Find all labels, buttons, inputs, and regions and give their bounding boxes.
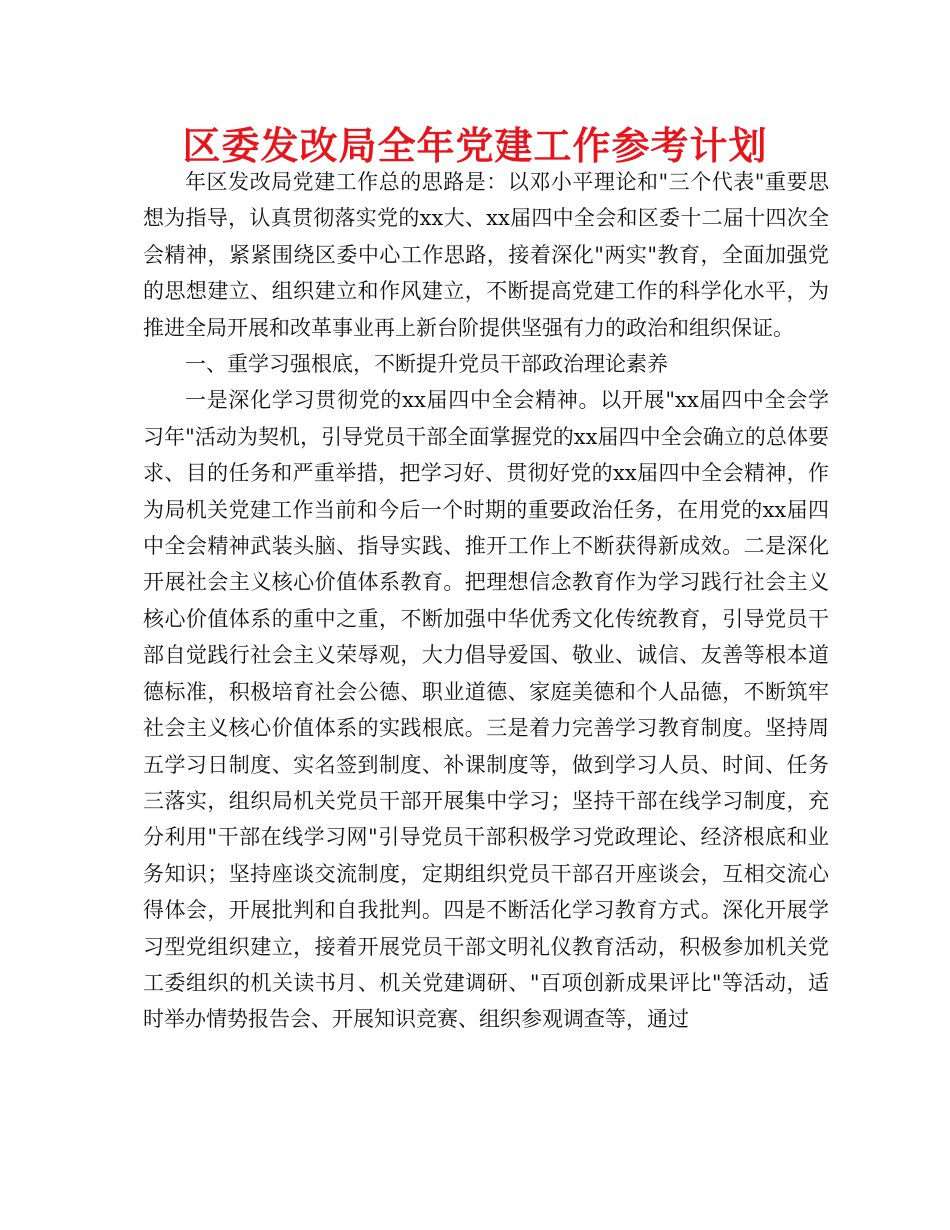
- paragraph-section-heading: 一、重学习强根底，不断提升党员干部政治理论素养: [185, 352, 668, 377]
- document-body: [143, 164, 829, 1038]
- paragraph-intro: 年区发改局党建工作总的思路是：以邓小平理论和"三个代表"重要思想为指导，认真贯彻落实党的xx大、xx届四中全会和区委十二届十四次全会精神，紧紧围绕区委中心工作思路，接着深化"两实"教育，全面加强党的思想建立、组织建立和作风建立，不断提高党建工作的科学化水平，为推进全局开展和改革事业再上新台阶提供坚强有力的政治和组织保证。: [143, 170, 829, 340]
- paragraph-study-details: 一是深化学习贯彻党的xx届四中全会精神。以开展"xx届四中全会学习年"活动为契机，引导党员干部全面掌握党的xx届四中全会确立的总体要求、目的任务和严重举措，把学习好、贯彻好党的xx届四中全会精神，作为局机关党建工作当前和今后一个时期的重要政治任务，在用党的xx届四中全会精神武装头脑、指导实践、推开工作上不断获得新成效。二是深化开展社会主义核心价值体系教育。把理想信念教育作为学习践行社会主义核心价值体系的重中之重，不断加强中华优秀文化传统教育，引导党员干部自觉践行社会主义荣辱观，大力倡导爱国、敬业、诚信、友善等根本道德标准，积极培育社会公德、职业道德、家庭美德和个人品德，不断筑牢社会主义核心价值体系的实践根底。三是着力完善学习教育制度。坚持周五学习日制度、实名签到制度、补课制度等，做到学习人员、时间、任务三落实，组织局机关党员干部开展集中学习；坚持干部在线学习制度，充分利用"干部在线学习网"引导党员干部积极学习党政理论、经济根底和业务知识；坚持座谈交流制度，定期组织党员干部召开座谈会，互相交流心得体会，开展批判和自我批判。四是不断活化学习教育方式。深化开展学习型党组织建立，接着开展党员干部文明礼仪教育活动，积极参加机关党工委组织的机关读书月、机关党建调研、"百项创新成果评比"等活动，适时举办情势报告会、开展知识竞赛、组织参观调查等，通过: [143, 388, 829, 1032]
- document-title: 区委发改局全年党建工作参考计划: [182, 123, 768, 168]
